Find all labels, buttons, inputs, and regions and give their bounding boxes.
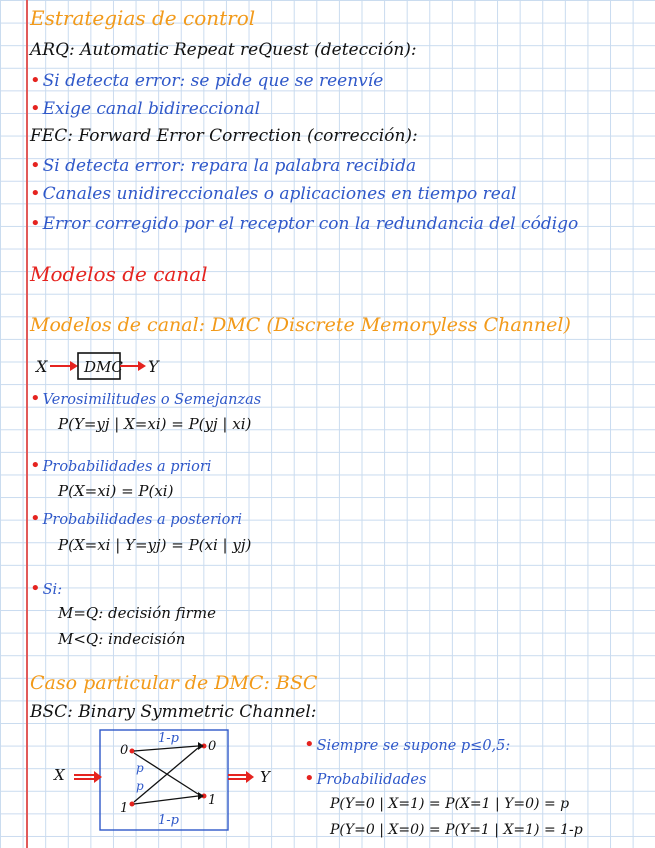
bullet-dot-icon: • (30, 70, 41, 91)
bsc-out1: 1 (208, 793, 217, 808)
arq-bullet-1: • Si detecta error: se pide que se reenvíe (30, 70, 384, 91)
bullet-dot-icon: • (30, 213, 41, 234)
si-line-1: M=Q: decisión firme (58, 604, 216, 622)
bsc-top-label: 1-p (158, 731, 179, 746)
arrowhead-icon (198, 792, 204, 800)
section-title-estrategias: Estrategias de control (30, 6, 256, 30)
dmc-diagram (34, 350, 174, 382)
bsc-in1: 1 (120, 801, 129, 816)
bsc-cross-top-label: p (136, 761, 144, 775)
posteriori-formula: P(X=xi | Y=yj) = P(xi | yj) (58, 536, 252, 554)
bullet-dot-icon: • (30, 578, 41, 599)
bsc-edge-1-1 (134, 796, 198, 804)
margin-line (26, 0, 28, 848)
si-bullet: • Si: (30, 578, 63, 599)
dmc-output-arrowhead-icon (138, 361, 146, 371)
bsc-heading: BSC: Binary Symmetric Channel: (30, 702, 317, 722)
section-title-modelos: Modelos de canal (30, 262, 208, 286)
bsc-cross-bottom-label: p (136, 779, 144, 793)
fec-bullet-3: • Error corregido por el receptor con la redundancia del código (30, 213, 579, 234)
bsc-side-bullet-2: • Probabilidades (304, 768, 427, 789)
bullet-dot-icon: • (30, 155, 41, 176)
fec-bullet-1: • Si detecta error: repara la palabra recibida (30, 155, 417, 176)
bullet-dot-icon: • (30, 183, 41, 204)
dmc-output-label: Y (148, 357, 159, 376)
bsc-input-arrowhead-icon (94, 771, 102, 783)
bsc-in0: 0 (120, 743, 129, 758)
bsc-output-arrowhead-icon (246, 771, 254, 783)
bullet-dot-icon: • (30, 455, 41, 476)
bsc-edge-1-0 (134, 748, 198, 802)
bsc-title: Caso particular de DMC: BSC (30, 672, 318, 694)
fec-bullet-2: • Canales unidireccionales o aplicaciones en tiempo real (30, 183, 517, 204)
bsc-formula-1: P(Y=0 | X=1) = P(X=1 | Y=0) = p (330, 796, 570, 812)
bsc-edge-0-0 (134, 746, 198, 751)
dmc-input-label: X (36, 357, 48, 376)
fec-heading: FEC: Forward Error Correction (corrección): (30, 126, 418, 146)
bsc-input-label: X (54, 766, 65, 784)
bsc-out0: 0 (208, 739, 217, 754)
priori-bullet: • Probabilidades a priori (30, 455, 212, 476)
priori-formula: P(X=xi) = P(xi) (58, 482, 174, 500)
verosimilitudes-bullet: • Verosimilitudes o Semejanzas (30, 388, 262, 409)
bsc-node-in1 (130, 802, 135, 807)
verosimilitudes-formula: P(Y=yj | X=xi) = P(yj | xi) (58, 415, 252, 433)
bsc-side-bullet-1: • Siempre se supone p≤0,5: (304, 734, 511, 755)
si-line-2: M<Q: indecisión (58, 630, 186, 648)
posteriori-bullet: • Probabilidades a posteriori (30, 508, 242, 529)
bsc-bottom-label: 1-p (158, 813, 179, 828)
bsc-output-label: Y (260, 768, 270, 786)
bullet-dot-icon: • (30, 388, 41, 409)
bullet-dot-icon: • (304, 768, 315, 789)
bsc-diagram (50, 726, 290, 838)
arrowhead-icon (198, 742, 204, 750)
arq-heading: ARQ: Automatic Repeat reQuest (detección): (30, 40, 417, 60)
bsc-node-in0 (130, 749, 135, 754)
bullet-dot-icon: • (30, 508, 41, 529)
bullet-dot-icon: • (30, 98, 41, 119)
dmc-heading: Modelos de canal: DMC (Discrete Memoryless Channel) (30, 314, 571, 336)
arq-bullet-2: • Exige canal bidireccional (30, 98, 261, 119)
dmc-input-arrowhead-icon (70, 361, 78, 371)
bsc-formula-2: P(Y=0 | X=0) = P(Y=1 | X=1) = 1-p (330, 822, 583, 838)
bullet-dot-icon: • (304, 734, 315, 755)
dmc-box-label: DMC (84, 358, 123, 376)
